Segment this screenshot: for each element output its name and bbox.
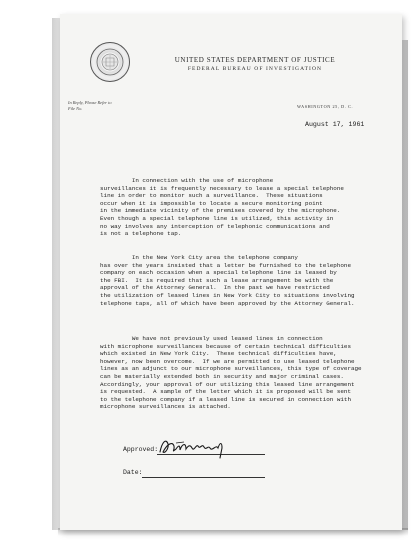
reply-note-line1: In Reply, Please Refer to [68,100,112,105]
paragraph-1: In connection with the use of microphone surveillances it is frequently necessary to lease a special telephone line in order to monitor such a surveillance. These situations occur when it is impossible to locate a secure monitoring point in the immediate vicinity of the premises covered by the microphone. Even though a special telephone line is utilized, this activity in no way involves any interception of telephonic communications and is not a telephone tap. [100,177,344,238]
handwritten-signature [156,434,246,460]
paragraph-3: We have not previously used leased lines in connection with microphone surveillances because of certain technical difficulties which existed in New York City. These technical difficulties have, however, now been overcome. If we are permitted to use leased telephone lines as an adjunct to our microphone surveillances, this type of coverage can be materially extended both in security and major criminal cases. Accordingly, your approval of our utilizing this leased line arrangement is requested. A sample of the letter which it is proposed will be sent to the telephone company if a leased line is secured in connection with microphone surveillances is attached. [100,335,362,411]
location-line: WASHINGTON 25, D. C. [297,104,354,109]
approved-label: Approved: [123,446,159,453]
date-signature-line [142,477,265,478]
letter-sheet [60,14,402,530]
canvas-right-edge [402,40,408,530]
letter-date: August 17, 1961 [305,121,365,128]
reply-note [68,100,112,112]
bureau-name: FEDERAL BUREAU OF INVESTIGATION [187,66,323,72]
fbi-seal-icon [90,42,130,82]
department-name: UNITED STATES DEPARTMENT OF JUSTICE [174,56,336,64]
paragraph-2: In the New York City area the telephone company has over the years insisted that a letter be furnished to the telephone company on each occasion when a special telephone line is leased by the FBI. It is required that such a lease arrangement be with the approval of the Attorney General. In the past we have restricted the utilization of leased lines in New York City to situations involving telephone taps, all of which have been approved by the Attorney General. [100,254,355,307]
letterhead [155,56,355,72]
date-label: Date: [123,469,143,476]
reply-note-line2: File No. [68,106,83,111]
